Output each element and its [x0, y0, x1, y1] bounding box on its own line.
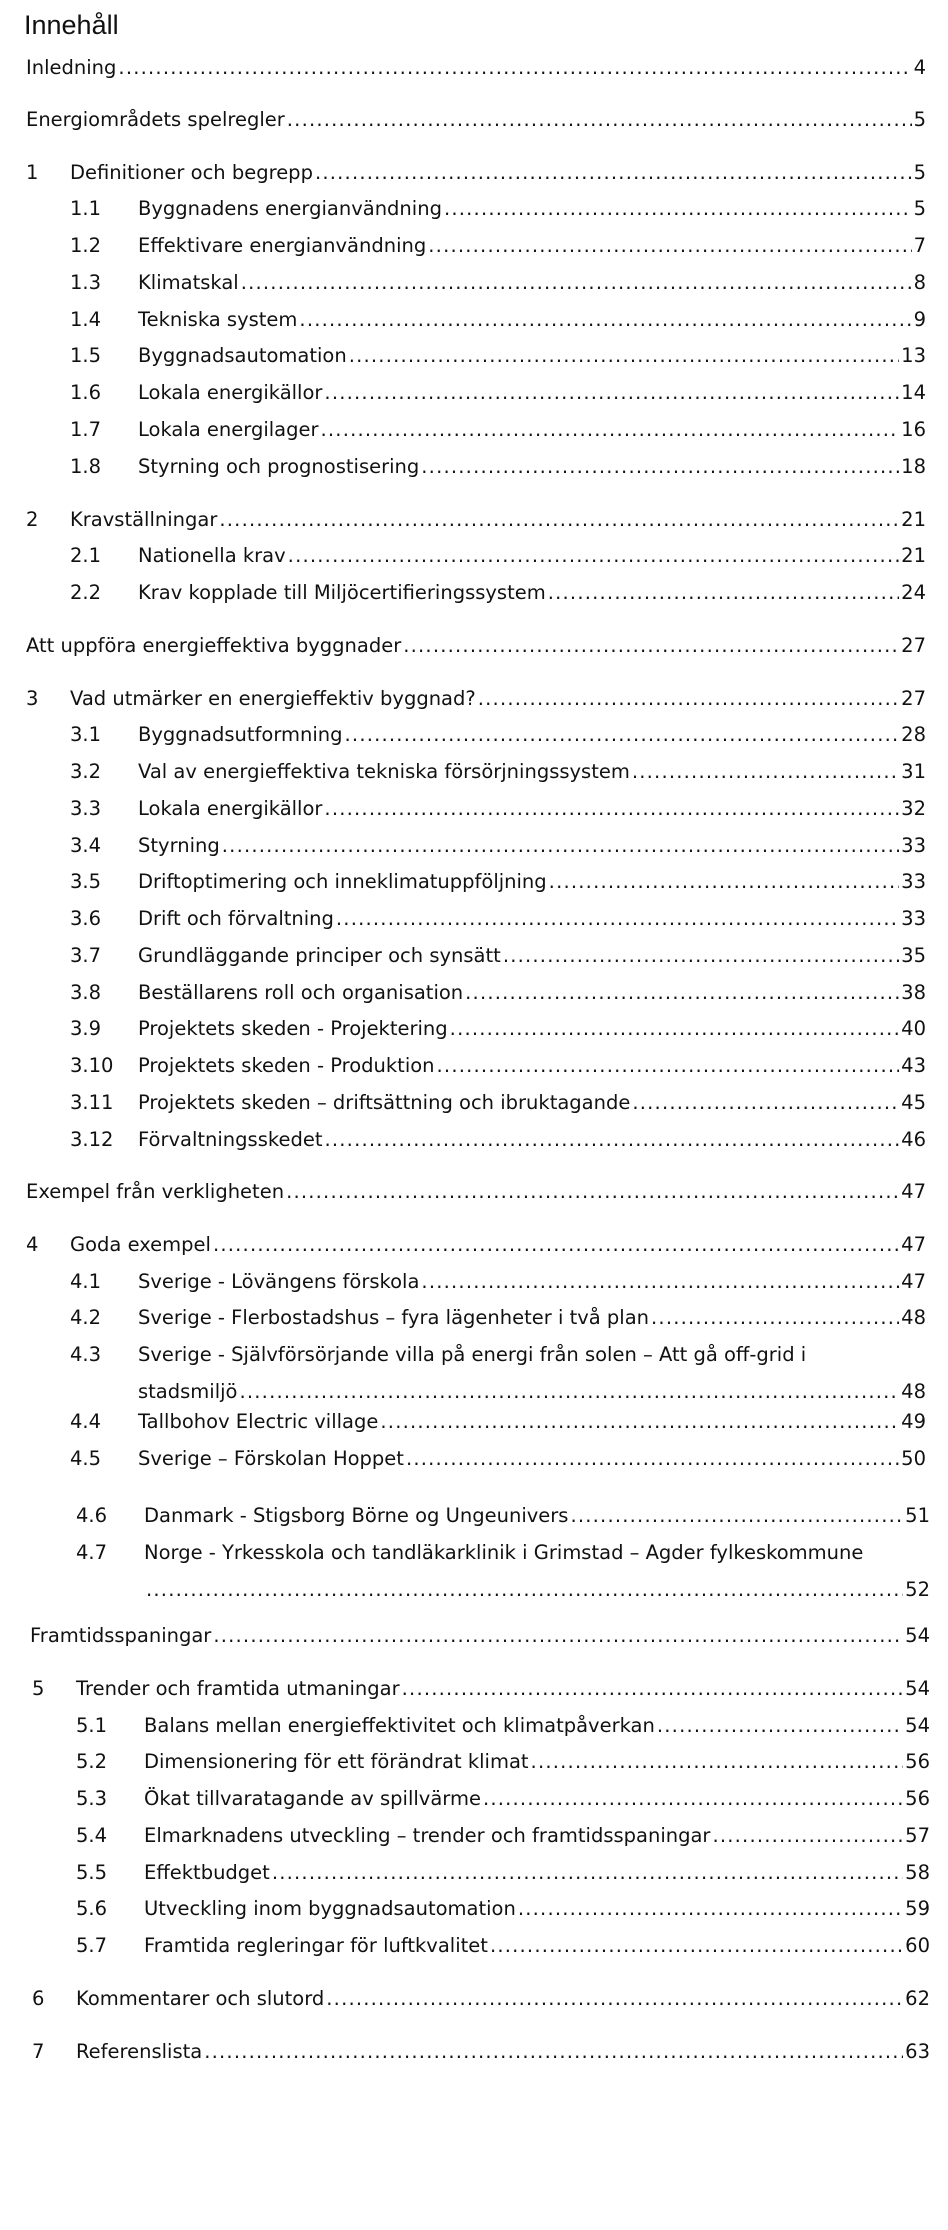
toc-entry-number: 1.2	[70, 234, 102, 257]
toc-entry-number: 1.3	[70, 271, 102, 294]
toc-entry-page: 7	[913, 234, 926, 257]
toc-entry[interactable]	[70, 194, 926, 224]
dot-leader	[118, 53, 911, 83]
dot-leader	[465, 978, 899, 1008]
toc-entry[interactable]	[76, 1711, 930, 1741]
toc-entry[interactable]	[76, 1931, 930, 1961]
dot-leader	[287, 105, 912, 135]
toc-entry-title: Vad utmärker en energieffektiv byggnad?	[70, 687, 476, 710]
toc-entry[interactable]	[70, 904, 926, 934]
toc-entry-page: 33	[901, 907, 926, 930]
toc-entry-title: Framtida regleringar för luftkvalitet	[144, 1934, 488, 1957]
toc-entry[interactable]	[70, 757, 926, 787]
dot-leader	[490, 1931, 903, 1961]
toc-entry-page: 27	[901, 687, 926, 710]
dot-leader	[570, 1501, 903, 1531]
dot-leader	[315, 158, 912, 188]
toc-entry-page: 52	[905, 1578, 930, 1601]
toc-entry-title: Styrning	[138, 834, 220, 857]
toc-entry-page: 51	[905, 1504, 930, 1527]
toc-entry-number: 4.1	[70, 1270, 102, 1293]
toc-entry-title: Projektets skeden - Projektering	[138, 1017, 448, 1040]
toc-entry-page: 47	[901, 1270, 926, 1293]
dot-leader	[349, 341, 899, 371]
toc-entry-title-continued: stadsmiljö	[138, 1380, 238, 1403]
toc-entry-number: 3.7	[70, 944, 102, 967]
toc-entry-number: 5	[32, 1677, 45, 1700]
toc-entry[interactable]	[70, 1303, 926, 1333]
toc-entry-continuation[interactable]	[138, 1377, 926, 1407]
dot-leader	[219, 505, 899, 535]
toc-entry-number: 2.1	[70, 544, 102, 567]
toc-entry-page: 9	[913, 308, 926, 331]
dot-leader	[324, 794, 899, 824]
toc-entry-number: 4.2	[70, 1306, 102, 1329]
toc-entry-number: 3.10	[70, 1054, 114, 1077]
dot-leader	[321, 415, 900, 445]
dot-leader	[403, 631, 899, 661]
toc-entry-title: Dimensionering för ett förändrat klimat	[144, 1750, 529, 1773]
toc-entry-number: 7	[32, 2040, 45, 2063]
toc-entry-title: Projektets skeden – driftsättning och ibruktagande	[138, 1091, 631, 1114]
toc-entry-number: 3.8	[70, 981, 102, 1004]
toc-entry-title: Krav kopplade till Miljöcertifieringssystem	[138, 581, 546, 604]
toc-entry-number: 4.6	[76, 1504, 108, 1527]
toc-entry-page: 16	[901, 418, 926, 441]
toc-entry-page: 48	[901, 1306, 926, 1329]
toc-entry-title: Energiområdets spelregler	[26, 108, 285, 131]
toc-entry-title: Tekniska system	[138, 308, 298, 331]
toc-entry-page: 60	[905, 1934, 930, 1957]
toc-entry[interactable]	[70, 452, 926, 482]
toc-entry-title: Danmark - Stigsborg Börne og Ungeunivers	[144, 1504, 569, 1527]
toc-entry[interactable]	[70, 231, 926, 261]
dot-leader	[241, 268, 912, 298]
toc-entry-page: 58	[905, 1861, 930, 1884]
toc-entry-page: 5	[913, 108, 926, 131]
toc-entry-page: 56	[905, 1787, 930, 1810]
toc-entry-page: 35	[901, 944, 926, 967]
toc-entry-page: 14	[901, 381, 926, 404]
toc-entry-page: 5	[913, 197, 926, 220]
toc-entry[interactable]	[70, 378, 926, 408]
toc-entry[interactable]	[26, 158, 926, 188]
toc-entry-number: 3.6	[70, 907, 102, 930]
toc-entry-continuation[interactable]	[144, 1575, 930, 1605]
toc-entry[interactable]	[32, 2037, 930, 2067]
toc-entry-number: 3.5	[70, 870, 102, 893]
toc-entry[interactable]	[70, 941, 926, 971]
toc-entry[interactable]	[76, 1501, 930, 1531]
toc-entry-title: Sverige – Förskolan Hoppet	[138, 1447, 404, 1470]
dot-leader	[288, 541, 900, 571]
toc-entry-page: 4	[913, 56, 926, 79]
toc-entry-title: Tallbohov Electric village	[138, 1410, 379, 1433]
toc-entry-number: 5.6	[76, 1897, 108, 1920]
toc-entry-page: 63	[905, 2040, 930, 2063]
toc-entry-page: 59	[905, 1897, 930, 1920]
toc-entry-page: 47	[901, 1233, 926, 1256]
dot-leader	[632, 1088, 899, 1118]
dot-leader	[548, 578, 899, 608]
toc-entry-page: 62	[905, 1987, 930, 2010]
toc-entry-title: Balans mellan energieffektivitet och klimatpåverkan	[144, 1714, 655, 1737]
dot-leader	[478, 684, 899, 714]
toc-entry[interactable]	[32, 1984, 930, 2014]
toc-entry[interactable]	[76, 1894, 930, 1924]
toc-entry-title: Val av energieffektiva tekniska försörjningssystem	[138, 760, 630, 783]
toc-entry[interactable]	[26, 1177, 926, 1207]
dot-leader	[213, 1230, 899, 1260]
toc-entry-title: Att uppföra energieffektiva byggnader	[26, 634, 402, 657]
toc-entry-title: Elmarknadens utveckling – trender och framtidsspaningar	[144, 1824, 711, 1847]
dot-leader	[421, 1267, 899, 1297]
toc-entry[interactable]	[32, 1674, 930, 1704]
toc-entry-number: 3.11	[70, 1091, 114, 1114]
toc-entry-number: 1.7	[70, 418, 102, 441]
toc-entry[interactable]	[70, 1267, 926, 1297]
dot-leader	[324, 378, 899, 408]
toc-entry-page: 54	[905, 1624, 930, 1647]
toc-entry-number: 4.7	[76, 1541, 108, 1564]
dot-leader	[406, 1444, 899, 1474]
toc-entry-title: Beställarens roll och organisation	[138, 981, 464, 1004]
toc-entry-title: Effektbudget	[144, 1861, 270, 1884]
toc-entry-number: 1.6	[70, 381, 102, 404]
toc-entry[interactable]	[30, 1621, 930, 1651]
toc-entry-number: 6	[32, 1987, 45, 2010]
toc-entry-page: 31	[901, 760, 926, 783]
toc-entry-page: 45	[901, 1091, 926, 1114]
toc-entry[interactable]	[70, 794, 926, 824]
toc-entry-page: 33	[901, 870, 926, 893]
toc-entry-title: Definitioner och begrepp	[70, 161, 313, 184]
dot-leader	[428, 231, 911, 261]
toc-entry-title: Grundläggande principer och synsätt	[138, 944, 501, 967]
toc-entry-number: 4.4	[70, 1410, 102, 1433]
toc-entry-number: 1.5	[70, 344, 102, 367]
toc-entry-page: 32	[901, 797, 926, 820]
toc-entry-page: 48	[901, 1380, 926, 1403]
toc-entry-page: 54	[905, 1677, 930, 1700]
toc-entry-title: Drift och förvaltning	[138, 907, 334, 930]
dot-leader	[531, 1747, 904, 1777]
dot-leader	[299, 305, 911, 335]
toc-entry-number: 2.2	[70, 581, 102, 604]
toc-entry-page: 50	[901, 1447, 926, 1470]
toc-entry[interactable]	[70, 268, 926, 298]
toc-entry[interactable]	[26, 684, 926, 714]
toc-entry-number: 4.3	[70, 1343, 102, 1366]
toc-entry-title: Referenslista	[76, 2040, 203, 2063]
toc-entry[interactable]	[26, 631, 926, 661]
toc-entry-page: 24	[901, 581, 926, 604]
dot-leader	[483, 1784, 903, 1814]
toc-entry-title: Lokala energikällor	[138, 797, 323, 820]
dot-leader	[651, 1303, 899, 1333]
toc-entry[interactable]	[70, 978, 926, 1008]
toc-entry-number: 3.9	[70, 1017, 102, 1040]
toc-entry-page: 5	[913, 161, 926, 184]
toc-entry[interactable]	[76, 1538, 930, 1568]
dot-leader	[213, 1621, 903, 1651]
dot-leader	[380, 1407, 899, 1437]
toc-entry-number: 3.1	[70, 723, 102, 746]
toc-entry-title: Sverige - Flerbostadshus – fyra lägenheter i två plan	[138, 1306, 650, 1329]
toc-entry-title: Trender och framtida utmaningar	[76, 1677, 400, 1700]
toc-entry-number: 3	[26, 687, 39, 710]
toc-entry-number: 3.4	[70, 834, 102, 857]
toc-entry-page: 46	[901, 1128, 926, 1151]
toc-entry[interactable]	[70, 1340, 926, 1370]
toc-entry-number: 4	[26, 1233, 39, 1256]
dot-leader	[503, 941, 899, 971]
toc-entry-title: Framtidsspaningar	[30, 1624, 212, 1647]
toc-entry-title: Sverige - Lövängens förskola	[138, 1270, 420, 1293]
toc-entry-page: 49	[901, 1410, 926, 1433]
dot-leader	[549, 867, 900, 897]
toc-entry[interactable]	[70, 1444, 926, 1474]
dot-leader	[222, 831, 899, 861]
toc-entry-title: Lokala energikällor	[138, 381, 323, 404]
toc-entry-page: 21	[901, 508, 926, 531]
dot-leader	[402, 1674, 904, 1704]
toc-entry[interactable]	[70, 867, 926, 897]
toc-entry-page: 33	[901, 834, 926, 857]
dot-leader	[712, 1821, 903, 1851]
toc-entry-title: Inledning	[26, 56, 117, 79]
toc-entry-title: Förvaltningsskedet	[138, 1128, 323, 1151]
toc-entry-number: 5.7	[76, 1934, 108, 1957]
toc-entry-title: Projektets skeden - Produktion	[138, 1054, 435, 1077]
toc-entry[interactable]	[70, 415, 926, 445]
toc-entry[interactable]	[70, 341, 926, 371]
toc-entry-title: Kravställningar	[70, 508, 218, 531]
dot-leader	[146, 1575, 903, 1605]
dot-leader	[286, 1177, 899, 1207]
dot-leader	[324, 1125, 899, 1155]
dot-leader	[657, 1711, 903, 1741]
dot-leader	[421, 452, 899, 482]
dot-leader	[272, 1858, 903, 1888]
toc-entry[interactable]	[76, 1858, 930, 1888]
toc-entry-number: 1.4	[70, 308, 102, 331]
toc-entry[interactable]	[70, 1125, 926, 1155]
dot-leader	[450, 1014, 900, 1044]
toc-entry-number: 5.2	[76, 1750, 108, 1773]
toc-entry[interactable]	[70, 1051, 926, 1081]
toc-entry[interactable]	[26, 105, 926, 135]
toc-entry-page: 18	[901, 455, 926, 478]
toc-entry[interactable]	[70, 1088, 926, 1118]
toc-entry-number: 2	[26, 508, 39, 531]
toc-entry-title: Exempel från verkligheten	[26, 1180, 285, 1203]
toc-entry-page: 56	[905, 1750, 930, 1773]
toc-entry-title: Utveckling inom byggnadsautomation	[144, 1897, 516, 1920]
dot-leader	[632, 757, 899, 787]
toc-entry-title: Driftoptimering och inneklimatuppföljning	[138, 870, 547, 893]
toc-entry[interactable]	[26, 1230, 926, 1260]
toc-entry[interactable]	[76, 1747, 930, 1777]
toc-entry-page: 43	[901, 1054, 926, 1077]
dot-leader	[326, 1984, 903, 2014]
toc-entry-title: Kommentarer och slutord	[76, 1987, 325, 2010]
toc-entry-page: 47	[901, 1180, 926, 1203]
toc-entry-title: Byggnadsutformning	[138, 723, 343, 746]
toc-entry-number: 3.12	[70, 1128, 114, 1151]
toc-entry[interactable]	[76, 1784, 930, 1814]
toc-entry-page: 40	[901, 1017, 926, 1040]
toc-entry-number: 1	[26, 161, 39, 184]
toc-entry-title: Byggnadens energianvändning	[138, 197, 442, 220]
toc-entry-page: 27	[901, 634, 926, 657]
dot-leader	[444, 194, 912, 224]
toc-entry[interactable]	[26, 53, 926, 83]
toc-entry[interactable]	[70, 1014, 926, 1044]
toc-entry[interactable]	[70, 578, 926, 608]
toc-entry-title: Nationella krav	[138, 544, 286, 567]
toc-entry-title: Byggnadsautomation	[138, 344, 347, 367]
toc-entry-page: 13	[901, 344, 926, 367]
toc-entry-number: 5.3	[76, 1787, 108, 1810]
toc-entry-page: 54	[905, 1714, 930, 1737]
toc-entry-number: 3.3	[70, 797, 102, 820]
dot-leader	[518, 1894, 903, 1924]
toc-entry-title: Sverige - Självförsörjande villa på energi från solen – Att gå off-grid i	[138, 1343, 807, 1366]
toc-entry-page: 57	[905, 1824, 930, 1847]
toc-entry[interactable]	[70, 720, 926, 750]
toc-entry[interactable]	[70, 1407, 926, 1437]
dot-leader	[204, 2037, 903, 2067]
toc-entry-title: Goda exempel	[70, 1233, 211, 1256]
toc-entry-page: 28	[901, 723, 926, 746]
toc-entry-page: 38	[901, 981, 926, 1004]
toc-entry-number: 1.8	[70, 455, 102, 478]
toc-entry[interactable]	[26, 505, 926, 535]
toc-entry[interactable]	[70, 541, 926, 571]
toc-entry-title: Styrning och prognostisering	[138, 455, 420, 478]
toc-entry-number: 4.5	[70, 1447, 102, 1470]
toc-entry-number: 5.4	[76, 1824, 108, 1847]
toc-entry-title: Ökat tillvaratagande av spillvärme	[144, 1787, 481, 1810]
toc-entry-title: Effektivare energianvändning	[138, 234, 427, 257]
toc-entry-page: 8	[913, 271, 926, 294]
toc-entry-title: Norge - Yrkesskola och tandläkarklinik i Grimstad – Agder fylkeskommune	[144, 1541, 864, 1564]
toc-entry-number: 1.1	[70, 197, 102, 220]
dot-leader	[345, 720, 900, 750]
toc-entry-number: 5.1	[76, 1714, 108, 1737]
toc-entry[interactable]	[76, 1821, 930, 1851]
toc-entry-number: 3.2	[70, 760, 102, 783]
toc-entry-title: Lokala energilager	[138, 418, 319, 441]
toc-entry[interactable]	[70, 831, 926, 861]
dot-leader	[239, 1377, 899, 1407]
toc-entry-title: Klimatskal	[138, 271, 239, 294]
page-title: Innehåll	[24, 10, 119, 40]
dot-leader	[336, 904, 899, 934]
toc-entry-number: 5.5	[76, 1861, 108, 1884]
dot-leader	[437, 1051, 900, 1081]
toc-entry-page: 21	[901, 544, 926, 567]
toc-entry[interactable]	[70, 305, 926, 335]
